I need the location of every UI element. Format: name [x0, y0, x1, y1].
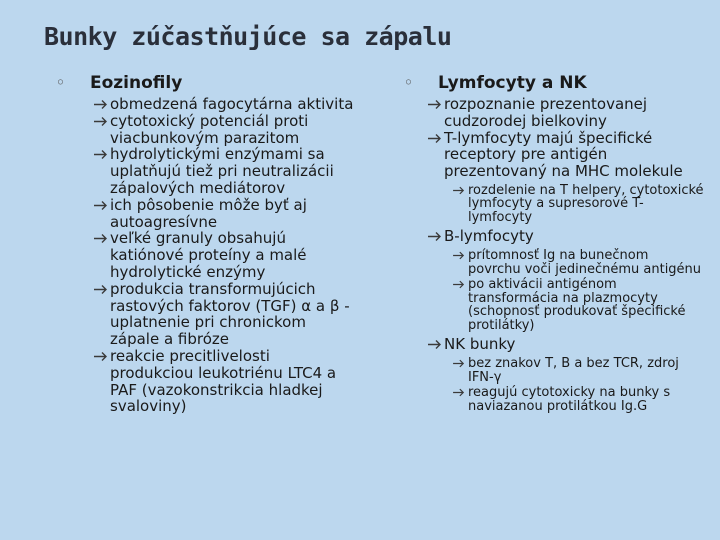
heading-text: Lymfocyty a NK — [438, 73, 587, 93]
list-item — [110, 348, 356, 415]
lymphocytes-column — [404, 72, 704, 417]
eosinophils-list — [56, 96, 356, 415]
arrow-bullet-icon — [452, 279, 466, 290]
sub-list-item — [468, 386, 704, 413]
sub-list — [444, 249, 704, 332]
arrow-bullet-icon — [93, 283, 109, 296]
arrow-bullet-icon — [427, 338, 443, 351]
arrow-bullet-icon — [427, 98, 443, 111]
lymphocytes-list — [404, 96, 704, 413]
sub-item-text: reagujú cytotoxicky na bunky s naviazanou protilátkou Ig.G — [468, 385, 671, 414]
item-text: T-lymfocyty majú špecifické receptory pre antigén prezentovaný na MHC molekule — [444, 128, 683, 181]
arrow-bullet-icon — [93, 148, 109, 161]
bullet-icon: ◦ — [56, 75, 65, 91]
sub-item-text: po aktivácii antigénom transformácia na plazmocyty (schopnosť produkovať špecifické protilátky) — [468, 277, 686, 333]
list-item — [444, 96, 704, 130]
sub-item-text: rozdelenie na T helpery, cytotoxické lymfocyty a supresorové T-lymfocyty — [468, 182, 704, 225]
arrow-bullet-icon — [452, 250, 466, 261]
arrow-bullet-icon — [93, 115, 109, 128]
item-text: reakcie precitlivelosti produkciou leukotriénu LTC4 a PAF (vazokonstrikcia hladkej svaloviny) — [110, 346, 337, 416]
arrow-bullet-icon — [93, 199, 109, 212]
item-text: NK bunky — [444, 335, 516, 354]
sub-list — [444, 357, 704, 413]
list-item — [110, 113, 356, 147]
sub-item-text: prítomnosť Ig na bunečnom povrchu voči jedinečnému antigénu — [468, 248, 702, 277]
arrow-bullet-icon — [93, 98, 109, 111]
list-item — [110, 146, 356, 196]
slide-title: Bunky zúčastňujúce sa zápalu — [44, 22, 452, 51]
arrow-bullet-icon — [93, 232, 109, 245]
sub-list-item — [468, 249, 704, 276]
item-text: hydrolytickými enzýmami sa uplatňujú tiež pri neutralizácii zápalových mediátorov — [110, 145, 334, 197]
list-item — [444, 228, 704, 332]
list-item — [110, 281, 356, 348]
arrow-bullet-icon — [452, 185, 466, 196]
item-text: cytotoxický potenciál proti viacbunkovým parazitom — [110, 111, 309, 147]
lymphocytes-heading — [404, 72, 704, 94]
arrow-bullet-icon — [452, 387, 466, 398]
item-text: produkcia transformujúcich rastových faktorov (TGF) α a β - uplatnenie pri chronickom zápale a fibróze — [110, 279, 350, 349]
sub-list — [444, 184, 704, 225]
sub-list-item — [468, 278, 704, 332]
list-item — [444, 336, 704, 413]
item-text: rozpoznanie prezentovanej cudzorodej bielkoviny — [444, 95, 648, 130]
arrow-bullet-icon — [427, 230, 443, 243]
bullet-icon: ◦ — [404, 75, 413, 91]
eosinophils-column — [56, 72, 356, 415]
item-text: obmedzená fagocytárna aktivita — [110, 95, 354, 113]
arrow-bullet-icon — [93, 350, 109, 363]
arrow-bullet-icon — [452, 358, 466, 369]
sub-list-item — [468, 357, 704, 384]
item-text: ich pôsobenie môže byť aj autoagresívne — [110, 195, 307, 231]
sub-item-text: bez znakov T, B a bez TCR, zdroj IFN-γ — [468, 356, 679, 385]
item-text: veľké granuly obsahujú katiónové proteíny a malé hydrolytické enzýmy — [110, 229, 307, 281]
heading-text: Eozinofily — [90, 73, 183, 93]
item-text: B-lymfocyty — [444, 227, 534, 246]
list-item — [110, 230, 356, 280]
arrow-bullet-icon — [427, 132, 443, 145]
list-item — [444, 130, 704, 225]
list-item — [110, 197, 356, 231]
eosinophils-heading — [56, 72, 356, 94]
list-item — [110, 96, 356, 113]
sub-list-item — [468, 184, 704, 225]
